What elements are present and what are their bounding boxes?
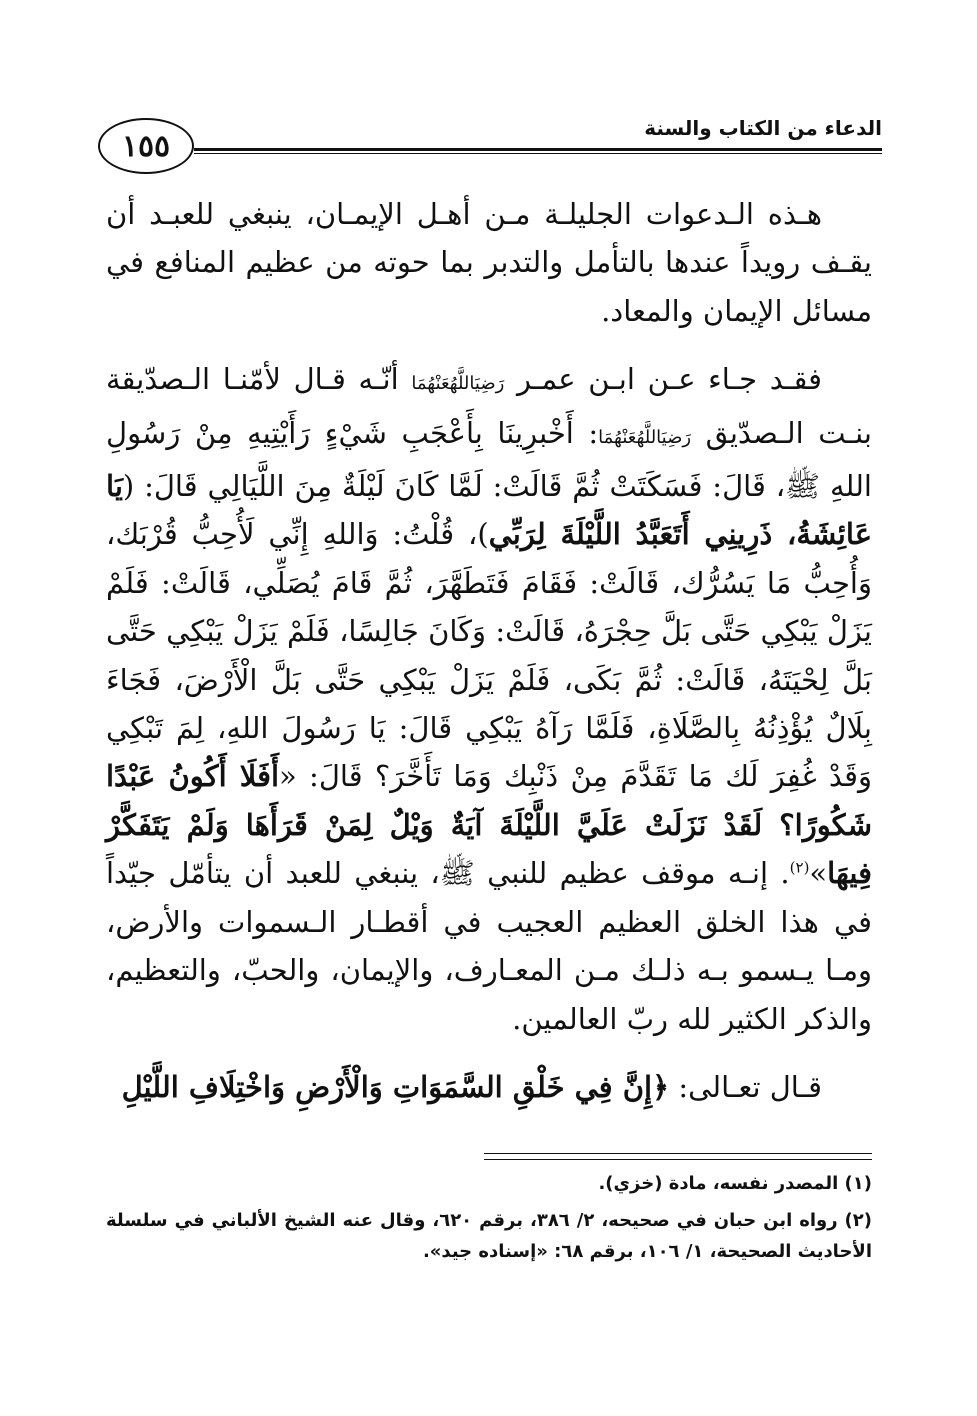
text-run: » <box>809 856 828 891</box>
footnotes <box>106 1168 872 1273</box>
text-run: فقـد جـاء عـن ابـن عمـر <box>504 362 823 397</box>
header-rule-thick <box>194 148 882 151</box>
paragraph-3 <box>106 1063 872 1111</box>
text-run: : أَخْبرِينَا بِأَعْجَبِ شَيْءٍ رَأَيْتِيهِ مِنْ رَسُولِ اللهِ ﷺ، قَالَ: فَسَكَتَتْ ثُمَّ قَالَتْ: لَمَّا كَانَ لَيْلَةٌ مِنَ اللَّيَالِي قَالَ: ( <box>106 415 872 504</box>
text-run: . إنـه موقف عظيم للنبي ﷺ، ينبغي للعبد أن يتأمّل جيّداً في هذا الخلق العظيم العجيب في أقطـار الـسموات والأرض، ومـا يـسمو بـه ذلـك مـن المعـارف، والإيمان، والحبّ، والتعظيم، والذكر الكثير لله ربّ العالمين. <box>106 856 872 1036</box>
header-rule-thin <box>194 153 882 154</box>
text-run: )، قُلْتُ: وَاللهِ إِنِّي لَأُحِبُّ قُرْبَك، وَأُحِبُّ مَا يَسُرُّك، قَالَتْ: فَقَامَ فَتَطَهَّرَ، ثُمَّ قَامَ يُصَلِّي، قَالَتْ: فَلَمْ يَزَلْ يَبْكِي حَتَّى بَلَّ حِجْرَهُ، قَالَتْ: وَكَانَ جَالِسًا، فَلَمْ يَزَلْ يَبْكِي حَتَّى بَلَّ لِحْيَتَهُ، قَالَتْ: ثُمَّ بَكَى، فَلَمْ يَزَلْ يَبْكِي حَتَّى بَلَّ الْأَرْضَ، فَجَاءَ بِلَالٌ يُؤْذِنُهُ بِالصَّلَاةِ، فَلَمَّا رَآهُ يَبْكِي قَالَ: يَا رَسُولَ اللهِ، لِمَ تَبْكِي وَقَدْ غُفِرَ لَك مَا تَقَدَّمَ مِنْ ذَنْبِك وَمَا تَأَخَّرَ؟ قَالَ: <box>106 517 872 794</box>
paragraph-1: هـذه الـدعوات الجليلـة مـن أهـل الإيمـان، ينبغي للعبـد أن يقـف رويداً عندها بالتأمل والتدبر بما حوته من عظيم المنافع في مسائل الإيمان والمعاد. <box>106 197 872 328</box>
honorific-glyph: رَضِيَاللَّهُعَنْهُمَا <box>598 426 692 448</box>
footnote-ref[interactable]: (٢) <box>789 858 810 877</box>
hadith-quote: يَا عَائِشَةُ، ذَرِينِي أَتَعَبَّدُ اللَّيْلَةَ لِرَبِّي <box>106 469 872 552</box>
main-text <box>106 190 872 1131</box>
footnote-separator <box>484 1153 872 1154</box>
quran-quote: ﴿إِنَّ فِي خَلْقِ السَّمَوَاتِ وَالْأَرْضِ وَاخْتِلَافِ اللَّيْلِ <box>121 1069 670 1104</box>
footnote-separator <box>484 1159 872 1160</box>
text-run: قـال تعـالى: <box>669 1069 822 1104</box>
page-header <box>98 116 882 178</box>
hadith-quote: أَفَلَا أَكُونُ عَبْدًا شَكُورًا؟ لَقَدْ نَزَلَتْ عَلَيَّ اللَّيْلَةَ آيَةٌ وَيْلٌ لِمَنْ قَرَأَهَا وَلَمْ يَتَفَكَّرْ فِيهَا <box>106 759 872 891</box>
running-title: الدعاء من الكتاب والسنة <box>644 116 882 140</box>
page-number-badge: ١٥٥ <box>98 118 194 174</box>
footnote-2: (٢) رواه ابن حبان في صحيحه، ٢/ ٣٨٦، برقم ٦٢٠، وقال عنه الشيخ الألباني في سلسلة الأحاديث الصحيحة، ١/ ١٠٦، برقم ٦٨: «إسناده جيد». <box>106 1210 873 1262</box>
honorific-glyph: رَضِيَاللَّهُعَنْهُمَا <box>411 373 505 395</box>
paragraph-2: فقـد جـاء عـن ابـن عمـر رَضِيَاللَّهُعَنْهُمَا أنّـه قـال لأمّنـا الـصدّيقة بنـت الـصدّيق رَضِيَاللَّهُعَنْهُمَا: أَخْبرِينَا بِأَعْجَبِ شَيْءٍ رَأَيْتِيهِ مِنْ رَسُولِ اللهِ ﷺ، قَالَ: فَسَكَتَتْ ثُمَّ قَالَتْ: لَمَّا كَانَ لَيْلَةٌ مِنَ اللَّيَالِي قَالَ: (يَا عَائِشَةُ، ذَرِينِي أَتَعَبَّدُ اللَّيْلَةَ لِرَبِّي)، قُلْتُ: وَاللهِ إِنِّي لَأُحِبُّ قُرْبَك، وَأُحِبُّ مَا يَسُرُّك، قَالَتْ: فَقَامَ فَتَطَهَّرَ، ثُمَّ قَامَ يُصَلِّي، قَالَتْ: فَلَمْ يَزَلْ يَبْكِي حَتَّى بَلَّ حِجْرَهُ، قَالَتْ: وَكَانَ جَالِسًا، فَلَمْ يَزَلْ يَبْكِي حَتَّى بَلَّ لِحْيَتَهُ، قَالَتْ: ثُمَّ بَكَى، فَلَمْ يَزَلْ يَبْكِي حَتَّى بَلَّ الْأَرْضَ، فَجَاءَ بِلَالٌ يُؤْذِنُهُ بِالصَّلَاةِ، فَلَمَّا رَآهُ يَبْكِي قَالَ: يَا رَسُولَ اللهِ، لِمَ تَبْكِي وَقَدْ غُفِرَ لَك مَا تَقَدَّمَ مِنْ ذَنْبِك وَمَا تَأَخَّرَ؟ قَالَ: «أَفَلَا أَكُونُ عَبْدًا شَكُورًا؟ لَقَدْ نَزَلَتْ عَلَيَّ اللَّيْلَةَ آيَةٌ وَيْلٌ لِمَنْ قَرَأَهَا وَلَمْ يَتَفَكَّرْ فِيهَا»$^{(٢)}$. إنـه موقف عظيم للنبي ﷺ، ينبغي للعبد أن يتأمّل جيّداً في هذا الخلق العظيم العجيب في أقطـار الـسموات والأرض، ومـا يـسمو بـه ذلـك مـن المعـارف، والإيمان، والحبّ، والتعظيم، والذكر الكثير لله ربّ العالمين. <box>106 362 872 1036</box>
footnote-1: (١) المصدر نفسه، مادة (خزي). <box>598 1173 872 1194</box>
text-run: أنّـه قـال لأمّنـا الـصدّيقة بنـت الـصدّيق <box>106 362 872 450</box>
